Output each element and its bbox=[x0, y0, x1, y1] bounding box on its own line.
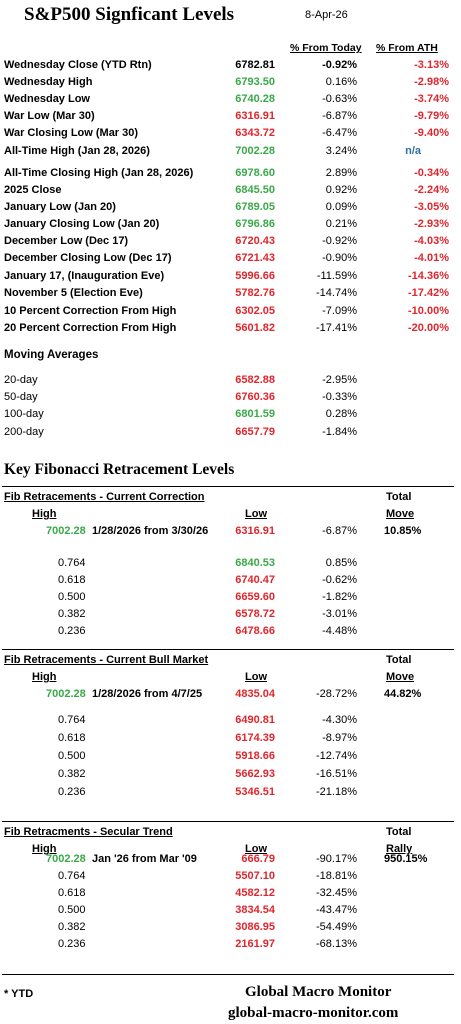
level-row bbox=[0, 218, 461, 235]
fib-level-pct: -18.81% bbox=[316, 870, 357, 882]
level-row bbox=[0, 127, 461, 144]
level-label: 20 Percent Correction From High bbox=[4, 322, 177, 334]
fib-move-label: Move bbox=[386, 671, 415, 683]
col-header-from-today: % From Today bbox=[290, 42, 362, 54]
fib-level-row bbox=[0, 870, 461, 887]
level-row bbox=[0, 59, 461, 76]
fib-level-pct: -4.30% bbox=[322, 714, 357, 726]
level-row bbox=[0, 110, 461, 127]
level-row bbox=[0, 167, 461, 184]
level-label: December Closing Low (Dec 17) bbox=[4, 252, 172, 264]
fib-level-ratio: 0.236 bbox=[58, 625, 86, 637]
fib-level-pct: 0.85% bbox=[325, 557, 357, 569]
fib-level-pct: -8.97% bbox=[322, 732, 357, 744]
fib-level-pct: -21.18% bbox=[316, 786, 357, 798]
fib-total-label: Total bbox=[386, 826, 412, 838]
level-value: 6789.05 bbox=[235, 201, 275, 213]
level-label: December Low (Dec 17) bbox=[4, 235, 129, 247]
level-row bbox=[0, 184, 461, 201]
fib-high-label: High bbox=[32, 843, 57, 855]
fib-level-ratio: 0.764 bbox=[58, 557, 86, 569]
ma-value: 6760.36 bbox=[235, 391, 275, 403]
fib-level-value: 6659.60 bbox=[235, 591, 275, 603]
level-pct-today: 0.09% bbox=[325, 201, 357, 213]
level-label: January Closing Low (Jan 20) bbox=[4, 218, 160, 230]
level-pct-today: 0.92% bbox=[325, 184, 357, 196]
level-label: Wednesday Close (YTD Rtn) bbox=[4, 59, 152, 71]
level-value: 5601.82 bbox=[235, 322, 275, 334]
fib-level-ratio: 0.382 bbox=[58, 921, 86, 933]
ma-pct: -2.95% bbox=[322, 374, 357, 386]
level-pct-today: 3.24% bbox=[325, 145, 357, 157]
level-pct-ath: -2.24% bbox=[414, 184, 449, 196]
level-label: November 5 (Election Eve) bbox=[4, 287, 143, 299]
fib-level-row bbox=[0, 714, 461, 731]
fib-level-value: 2161.97 bbox=[235, 938, 275, 950]
fib-low-value: 4835.04 bbox=[235, 688, 275, 700]
level-pct-today: -7.09% bbox=[322, 305, 357, 317]
fib-level-row bbox=[0, 938, 461, 955]
level-row bbox=[0, 145, 461, 162]
fib-table-title: Fib Retracments - Secular Trend bbox=[4, 826, 173, 838]
fib-total-label: Total bbox=[386, 654, 412, 666]
ma-value: 6801.59 bbox=[235, 408, 275, 420]
fib-level-value: 4582.12 bbox=[235, 887, 275, 899]
level-pct-ath: -3.74% bbox=[414, 93, 449, 105]
fib-level-row bbox=[0, 786, 461, 803]
level-label: All-Time Closing High (Jan 28, 2026) bbox=[4, 167, 194, 179]
level-row bbox=[0, 305, 461, 322]
level-label: War Closing Low (Mar 30) bbox=[4, 127, 139, 139]
fib-level-value: 6840.53 bbox=[235, 557, 275, 569]
fib-level-value: 3834.54 bbox=[235, 904, 275, 916]
fib-level-value: 6490.81 bbox=[235, 714, 275, 726]
level-value: 6845.50 bbox=[235, 184, 275, 196]
level-value: 6793.50 bbox=[235, 76, 275, 88]
level-pct-today: 0.16% bbox=[325, 76, 357, 88]
fib-level-pct: -0.62% bbox=[322, 574, 357, 586]
report-date: 8-Apr-26 bbox=[305, 9, 348, 21]
level-pct-today: 2.89% bbox=[325, 167, 357, 179]
fib-total-value: 44.82% bbox=[384, 688, 422, 700]
level-pct-ath: -20.00% bbox=[408, 322, 449, 334]
ma-label: 50-day bbox=[4, 391, 38, 403]
level-row bbox=[0, 235, 461, 252]
fib-level-ratio: 0.618 bbox=[58, 732, 86, 744]
footer-note: * YTD bbox=[4, 988, 34, 1000]
level-label: 2025 Close bbox=[4, 184, 62, 196]
fib-level-pct: -54.49% bbox=[316, 921, 357, 933]
fib-move-label: Rally bbox=[386, 843, 413, 855]
ma-pct: -1.84% bbox=[322, 426, 357, 438]
fib-level-row bbox=[0, 921, 461, 938]
fib-level-ratio: 0.764 bbox=[58, 870, 86, 882]
level-value: 6796.86 bbox=[235, 218, 275, 230]
level-pct-ath: -14.36% bbox=[408, 270, 449, 282]
ma-label: 100-day bbox=[4, 408, 44, 420]
fib-level-value: 5918.66 bbox=[235, 750, 275, 762]
level-pct-ath: -2.98% bbox=[414, 76, 449, 88]
fib-level-value: 6578.72 bbox=[235, 608, 275, 620]
fib-level-pct: -1.82% bbox=[322, 591, 357, 603]
fib-level-row bbox=[0, 768, 461, 785]
fib-level-row bbox=[0, 904, 461, 921]
level-row bbox=[0, 93, 461, 110]
fib-level-ratio: 0.236 bbox=[58, 938, 86, 950]
level-pct-today: -0.90% bbox=[322, 252, 357, 264]
level-pct-ath: -9.79% bbox=[414, 110, 449, 122]
fib-dates: 1/28/2026 from 3/30/26 bbox=[92, 525, 209, 537]
fib-level-pct: -32.45% bbox=[316, 887, 357, 899]
level-pct-today: -6.47% bbox=[322, 127, 357, 139]
fib-high-value: 7002.28 bbox=[46, 853, 86, 865]
fib-level-value: 5346.51 bbox=[235, 786, 275, 798]
level-pct-today: -14.74% bbox=[316, 287, 357, 299]
fib-divider bbox=[2, 486, 454, 487]
level-value: 6720.43 bbox=[235, 235, 275, 247]
fib-level-ratio: 0.382 bbox=[58, 608, 86, 620]
level-value: 6302.05 bbox=[235, 305, 275, 317]
level-label: January Low (Jan 20) bbox=[4, 201, 116, 213]
fib-level-pct: -4.48% bbox=[322, 625, 357, 637]
ma-row bbox=[0, 391, 461, 408]
fib-level-pct: -3.01% bbox=[322, 608, 357, 620]
col-header-from-ath: % From ATH bbox=[376, 42, 438, 54]
level-value: 7002.28 bbox=[235, 145, 275, 157]
fib-level-row bbox=[0, 887, 461, 904]
level-pct-ath: -10.00% bbox=[408, 305, 449, 317]
fib-level-pct: -16.51% bbox=[316, 768, 357, 780]
fib-low-value: 666.79 bbox=[241, 853, 275, 865]
fib-level-ratio: 0.236 bbox=[58, 786, 86, 798]
fib-level-row bbox=[0, 625, 461, 642]
fib-level-value: 5662.93 bbox=[235, 768, 275, 780]
level-value: 6740.28 bbox=[235, 93, 275, 105]
level-label: 10 Percent Correction From High bbox=[4, 305, 177, 317]
level-pct-today: -11.59% bbox=[316, 270, 357, 282]
fib-level-ratio: 0.618 bbox=[58, 574, 86, 586]
fib-low-pct: -6.87% bbox=[322, 525, 357, 537]
level-pct-ath: -4.03% bbox=[414, 235, 449, 247]
fib-section-title: Key Fibonacci Retracement Levels bbox=[4, 461, 235, 478]
level-value: 5782.76 bbox=[235, 287, 275, 299]
level-label: All-Time High (Jan 28, 2026) bbox=[4, 145, 150, 157]
level-pct-ath: -3.05% bbox=[414, 201, 449, 213]
fib-move-label: Move bbox=[386, 508, 415, 520]
ma-label: 200-day bbox=[4, 426, 44, 438]
fib-level-value: 6478.66 bbox=[235, 625, 275, 637]
level-label: January 17, (Inauguration Eve) bbox=[4, 270, 165, 282]
footer-divider bbox=[2, 974, 454, 975]
fib-level-pct: -12.74% bbox=[316, 750, 357, 762]
moving-averages-title: Moving Averages bbox=[4, 349, 99, 361]
fib-total-value: 950.15% bbox=[384, 853, 428, 865]
fib-level-pct: -43.47% bbox=[316, 904, 357, 916]
fib-level-ratio: 0.500 bbox=[58, 750, 86, 762]
ma-pct: -0.33% bbox=[322, 391, 357, 403]
fib-level-row bbox=[0, 750, 461, 767]
fib-table-title: Fib Retracements - Current Bull Market bbox=[4, 654, 209, 666]
level-pct-ath: -0.34% bbox=[414, 167, 449, 179]
level-pct-ath: -2.93% bbox=[414, 218, 449, 230]
fib-level-ratio: 0.382 bbox=[58, 768, 86, 780]
fib-high-value: 7002.28 bbox=[46, 525, 86, 537]
fib-level-value: 3086.95 bbox=[235, 921, 275, 933]
footer-brand: Global Macro Monitor bbox=[245, 984, 392, 1000]
fib-total-value: 10.85% bbox=[384, 525, 422, 537]
level-pct-today: -17.41% bbox=[316, 322, 357, 334]
level-pct-today: -6.87% bbox=[322, 110, 357, 122]
level-value: 6343.72 bbox=[235, 127, 275, 139]
fib-low-pct: -28.72% bbox=[316, 688, 357, 700]
level-value: 6978.60 bbox=[235, 167, 275, 179]
fib-low-label: Low bbox=[245, 843, 267, 855]
level-pct-ath: -9.40% bbox=[414, 127, 449, 139]
fib-low-label: Low bbox=[245, 671, 267, 683]
fib-level-row bbox=[0, 591, 461, 608]
fib-dates: Jan '26 from Mar '09 bbox=[92, 853, 197, 865]
fib-level-value: 6740.47 bbox=[235, 574, 275, 586]
fib-divider bbox=[2, 821, 454, 822]
level-row bbox=[0, 252, 461, 269]
level-label: War Low (Mar 30) bbox=[4, 110, 95, 122]
level-value: 6782.81 bbox=[235, 59, 275, 71]
fib-low-value: 6316.91 bbox=[235, 525, 275, 537]
level-pct-today: -0.63% bbox=[322, 93, 357, 105]
level-label: Wednesday Low bbox=[4, 93, 90, 105]
fib-low-label: Low bbox=[245, 508, 267, 520]
level-pct-today: -0.92% bbox=[322, 235, 357, 247]
level-pct-ath: -17.42% bbox=[408, 287, 449, 299]
level-row bbox=[0, 270, 461, 287]
fib-table-title: Fib Retracements - Current Correction bbox=[4, 491, 205, 503]
level-value: 6721.43 bbox=[235, 252, 275, 264]
level-pct-today: 0.21% bbox=[325, 218, 357, 230]
ma-row bbox=[0, 426, 461, 443]
fib-high-label: High bbox=[32, 671, 57, 683]
fib-level-row bbox=[0, 608, 461, 625]
fib-level-pct: -68.13% bbox=[316, 938, 357, 950]
fib-low-pct: -90.17% bbox=[316, 853, 357, 865]
fib-level-ratio: 0.500 bbox=[58, 904, 86, 916]
level-row bbox=[0, 322, 461, 339]
level-pct-ath: -4.01% bbox=[414, 252, 449, 264]
level-pct-ath: n/a bbox=[405, 145, 421, 157]
level-row bbox=[0, 201, 461, 218]
level-label: Wednesday High bbox=[4, 76, 93, 88]
level-row bbox=[0, 287, 461, 304]
fib-dates: 1/28/2026 from 4/7/25 bbox=[92, 688, 203, 700]
fib-divider bbox=[2, 649, 454, 650]
ma-row bbox=[0, 408, 461, 425]
fib-level-value: 6174.39 bbox=[235, 732, 275, 744]
fib-total-label: Total bbox=[386, 491, 412, 503]
fib-high-label: High bbox=[32, 508, 57, 520]
fib-level-ratio: 0.500 bbox=[58, 591, 86, 603]
ma-value: 6657.79 bbox=[235, 426, 275, 438]
footer-site[interactable]: global-macro-monitor.com bbox=[228, 1005, 399, 1021]
fib-level-ratio: 0.764 bbox=[58, 714, 86, 726]
page-title: S&P500 Signficant Levels bbox=[24, 4, 235, 25]
level-pct-today: -0.92% bbox=[322, 59, 357, 71]
fib-level-row bbox=[0, 574, 461, 591]
fib-high-value: 7002.28 bbox=[46, 688, 86, 700]
fib-level-row bbox=[0, 557, 461, 574]
ma-pct: 0.28% bbox=[325, 408, 357, 420]
level-value: 5996.66 bbox=[235, 270, 275, 282]
fib-level-row bbox=[0, 732, 461, 749]
level-row bbox=[0, 76, 461, 93]
level-value: 6316.91 bbox=[235, 110, 275, 122]
ma-row bbox=[0, 374, 461, 391]
level-pct-ath: -3.13% bbox=[414, 59, 449, 71]
fib-level-ratio: 0.618 bbox=[58, 887, 86, 899]
ma-value: 6582.88 bbox=[235, 374, 275, 386]
fib-level-value: 5507.10 bbox=[235, 870, 275, 882]
ma-label: 20-day bbox=[4, 374, 38, 386]
